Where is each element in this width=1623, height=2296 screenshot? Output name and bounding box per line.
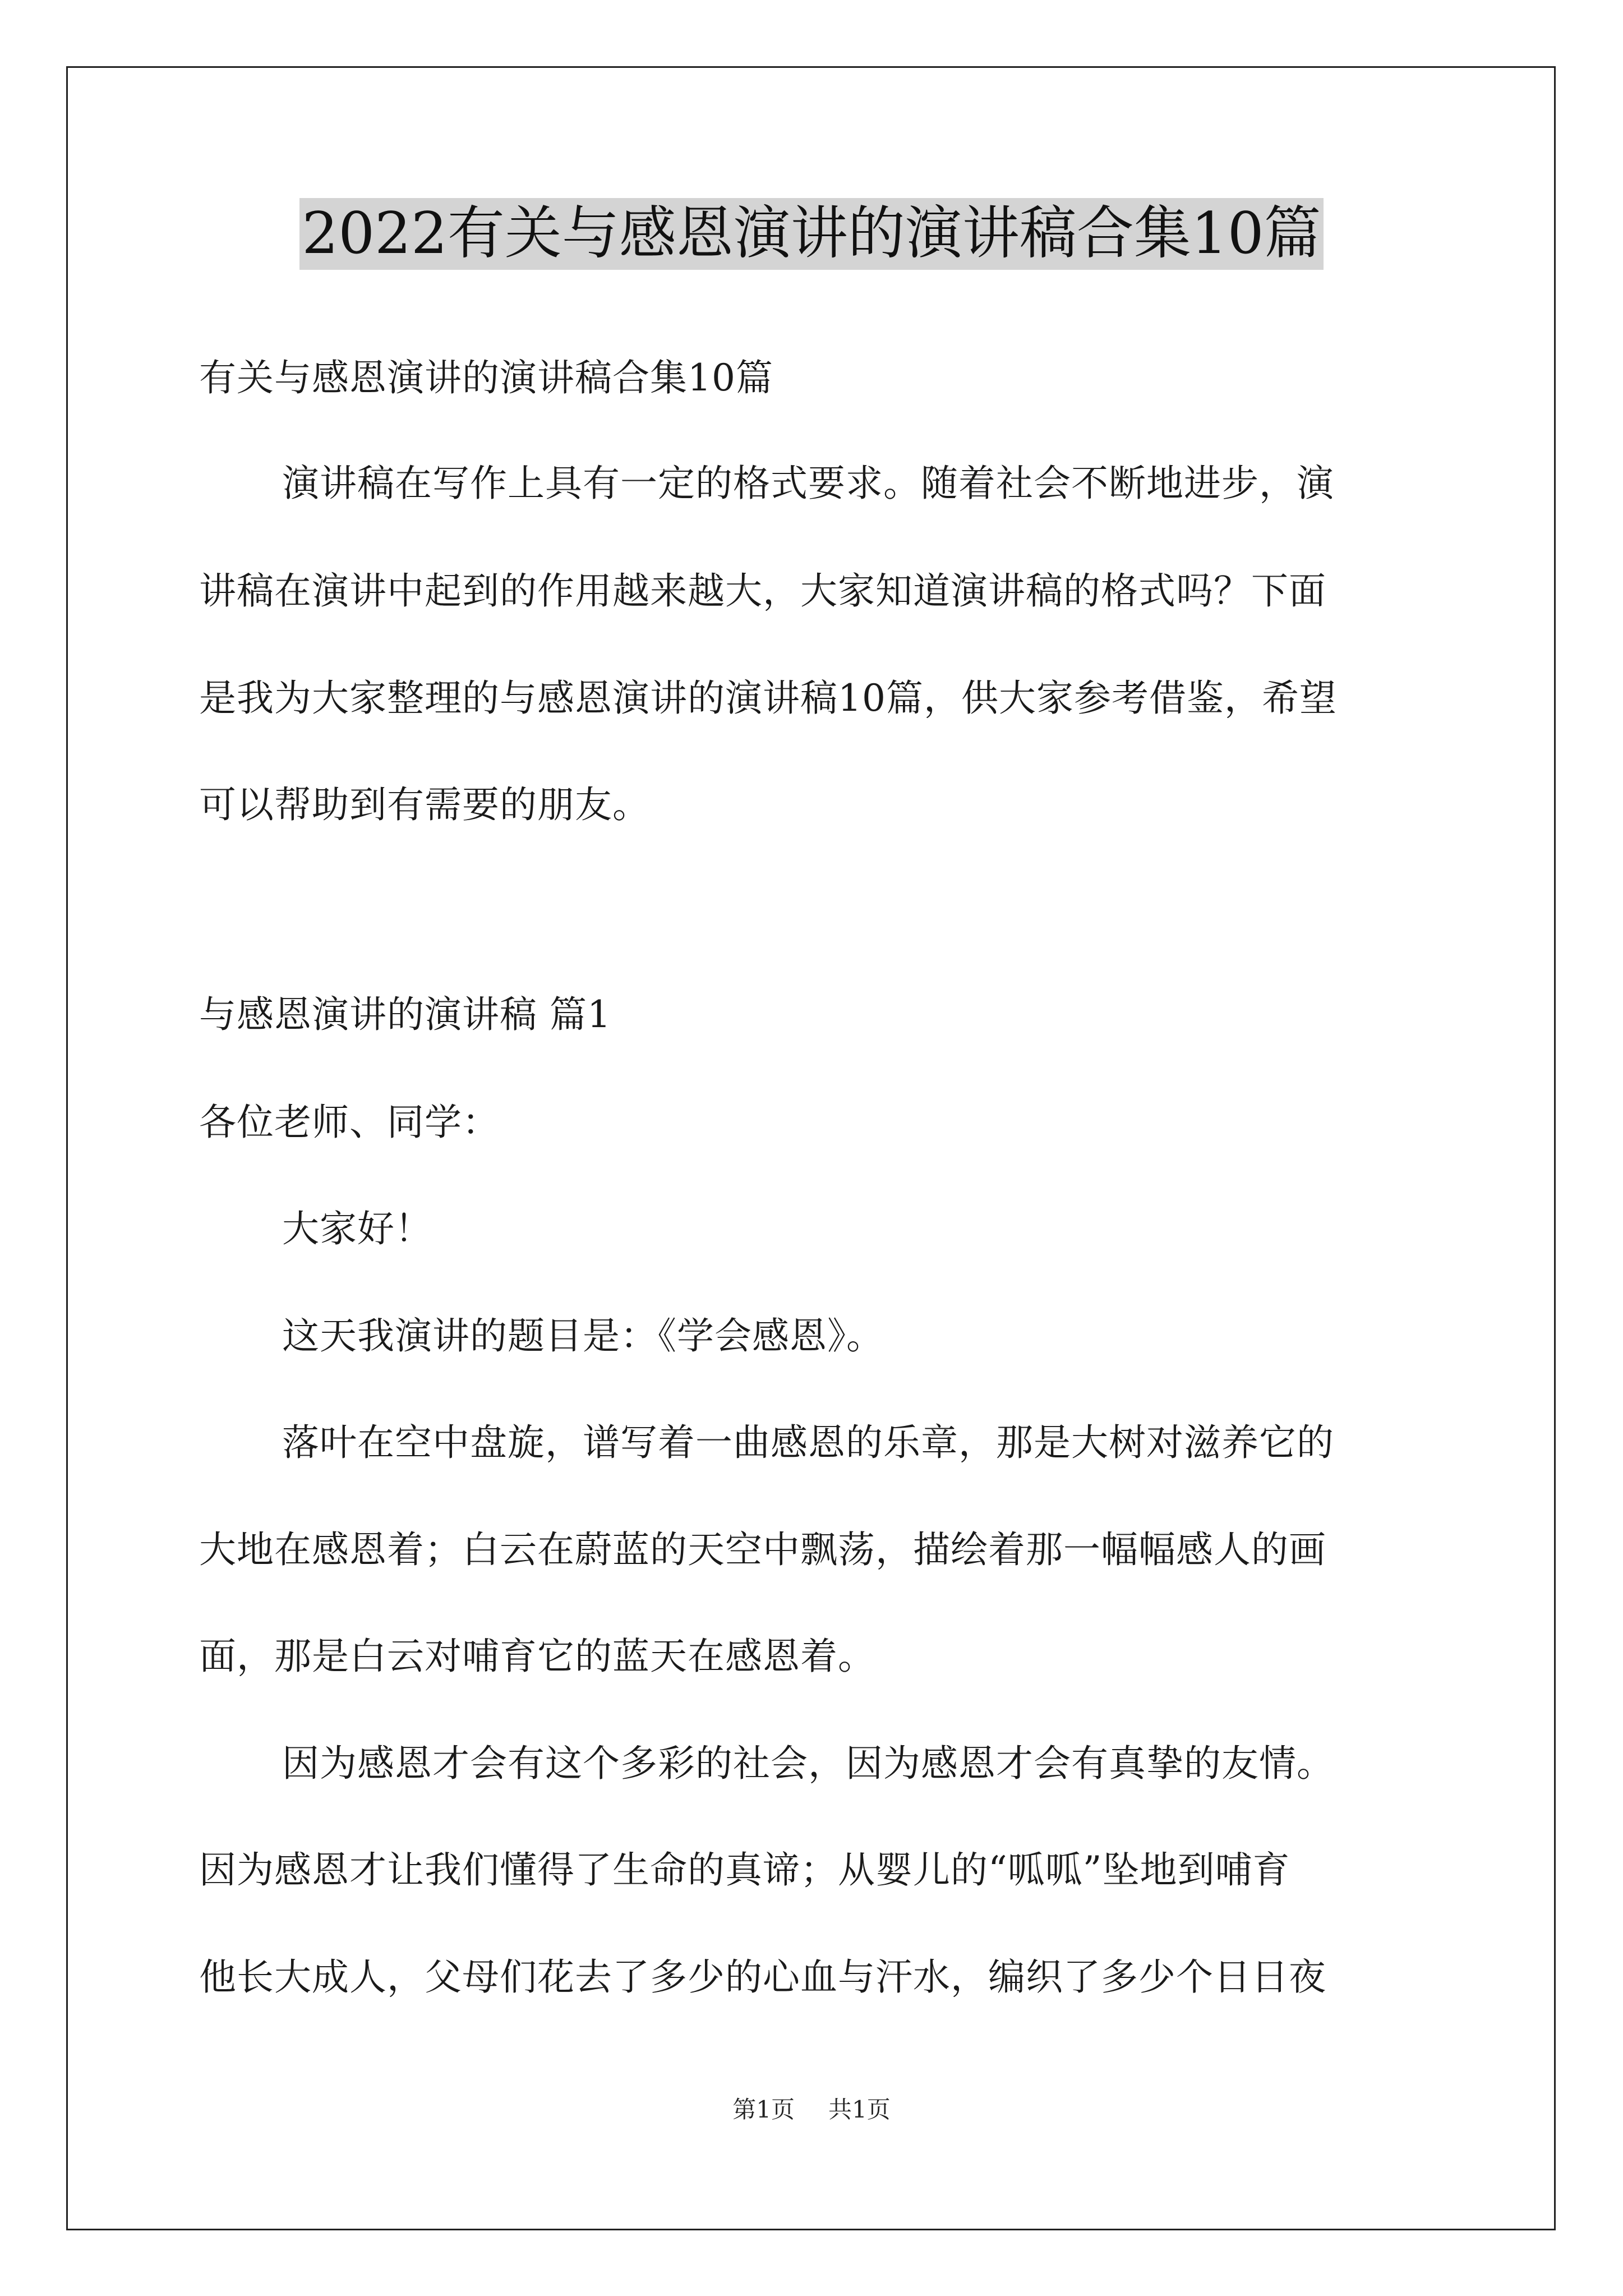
section-heading: 与感恩演讲的演讲稿 篇1 [199, 993, 611, 1036]
page-footer [0, 2091, 1623, 2125]
topic-line: 这天我演讲的题目是：《学会感恩》。 [282, 1314, 884, 1358]
document-subtitle: 有关与感恩演讲的演讲稿合集10篇 [199, 356, 773, 399]
para1-line-1: 落叶在空中盘旋，谱写着一曲感恩的乐章，那是大树对滋养它的 [282, 1421, 1334, 1464]
para2-line-3: 他长大成人，父母们花去了多少的心血与汗水，编织了多少个日日夜 [199, 1955, 1326, 1999]
page-total: 共1页 [828, 2096, 891, 2123]
title-container [0, 198, 1623, 270]
salutation: 各位老师、同学： [199, 1101, 500, 1144]
intro-line-2: 讲稿在演讲中起到的作用越来越大，大家知道演讲稿的格式吗？下面 [199, 569, 1326, 613]
intro-line-4: 可以帮助到有需要的朋友。 [199, 783, 650, 826]
document-title: 2022有关与感恩演讲的演讲稿合集10篇 [299, 198, 1323, 270]
greeting: 大家好！ [282, 1207, 432, 1250]
intro-line-1: 演讲稿在写作上具有一定的格式要求。随着社会不断地进步，演 [282, 462, 1334, 505]
page-number: 第1页 [732, 2096, 795, 2123]
para1-line-3: 面，那是白云对哺育它的蓝天在感恩着。 [199, 1635, 875, 1678]
para2-line-1: 因为感恩才会有这个多彩的社会，因为感恩才会有真挚的友情。 [282, 1742, 1334, 1785]
para2-line-2: 因为感恩才让我们懂得了生命的真谛；从婴儿的“呱呱”坠地到哺育 [199, 1848, 1290, 1892]
intro-line-3: 是我为大家整理的与感恩演讲的演讲稿10篇，供大家参考借鉴，希望 [199, 677, 1337, 720]
para1-line-2: 大地在感恩着；白云在蔚蓝的天空中飘荡，描绘着那一幅幅感人的画 [199, 1528, 1326, 1571]
